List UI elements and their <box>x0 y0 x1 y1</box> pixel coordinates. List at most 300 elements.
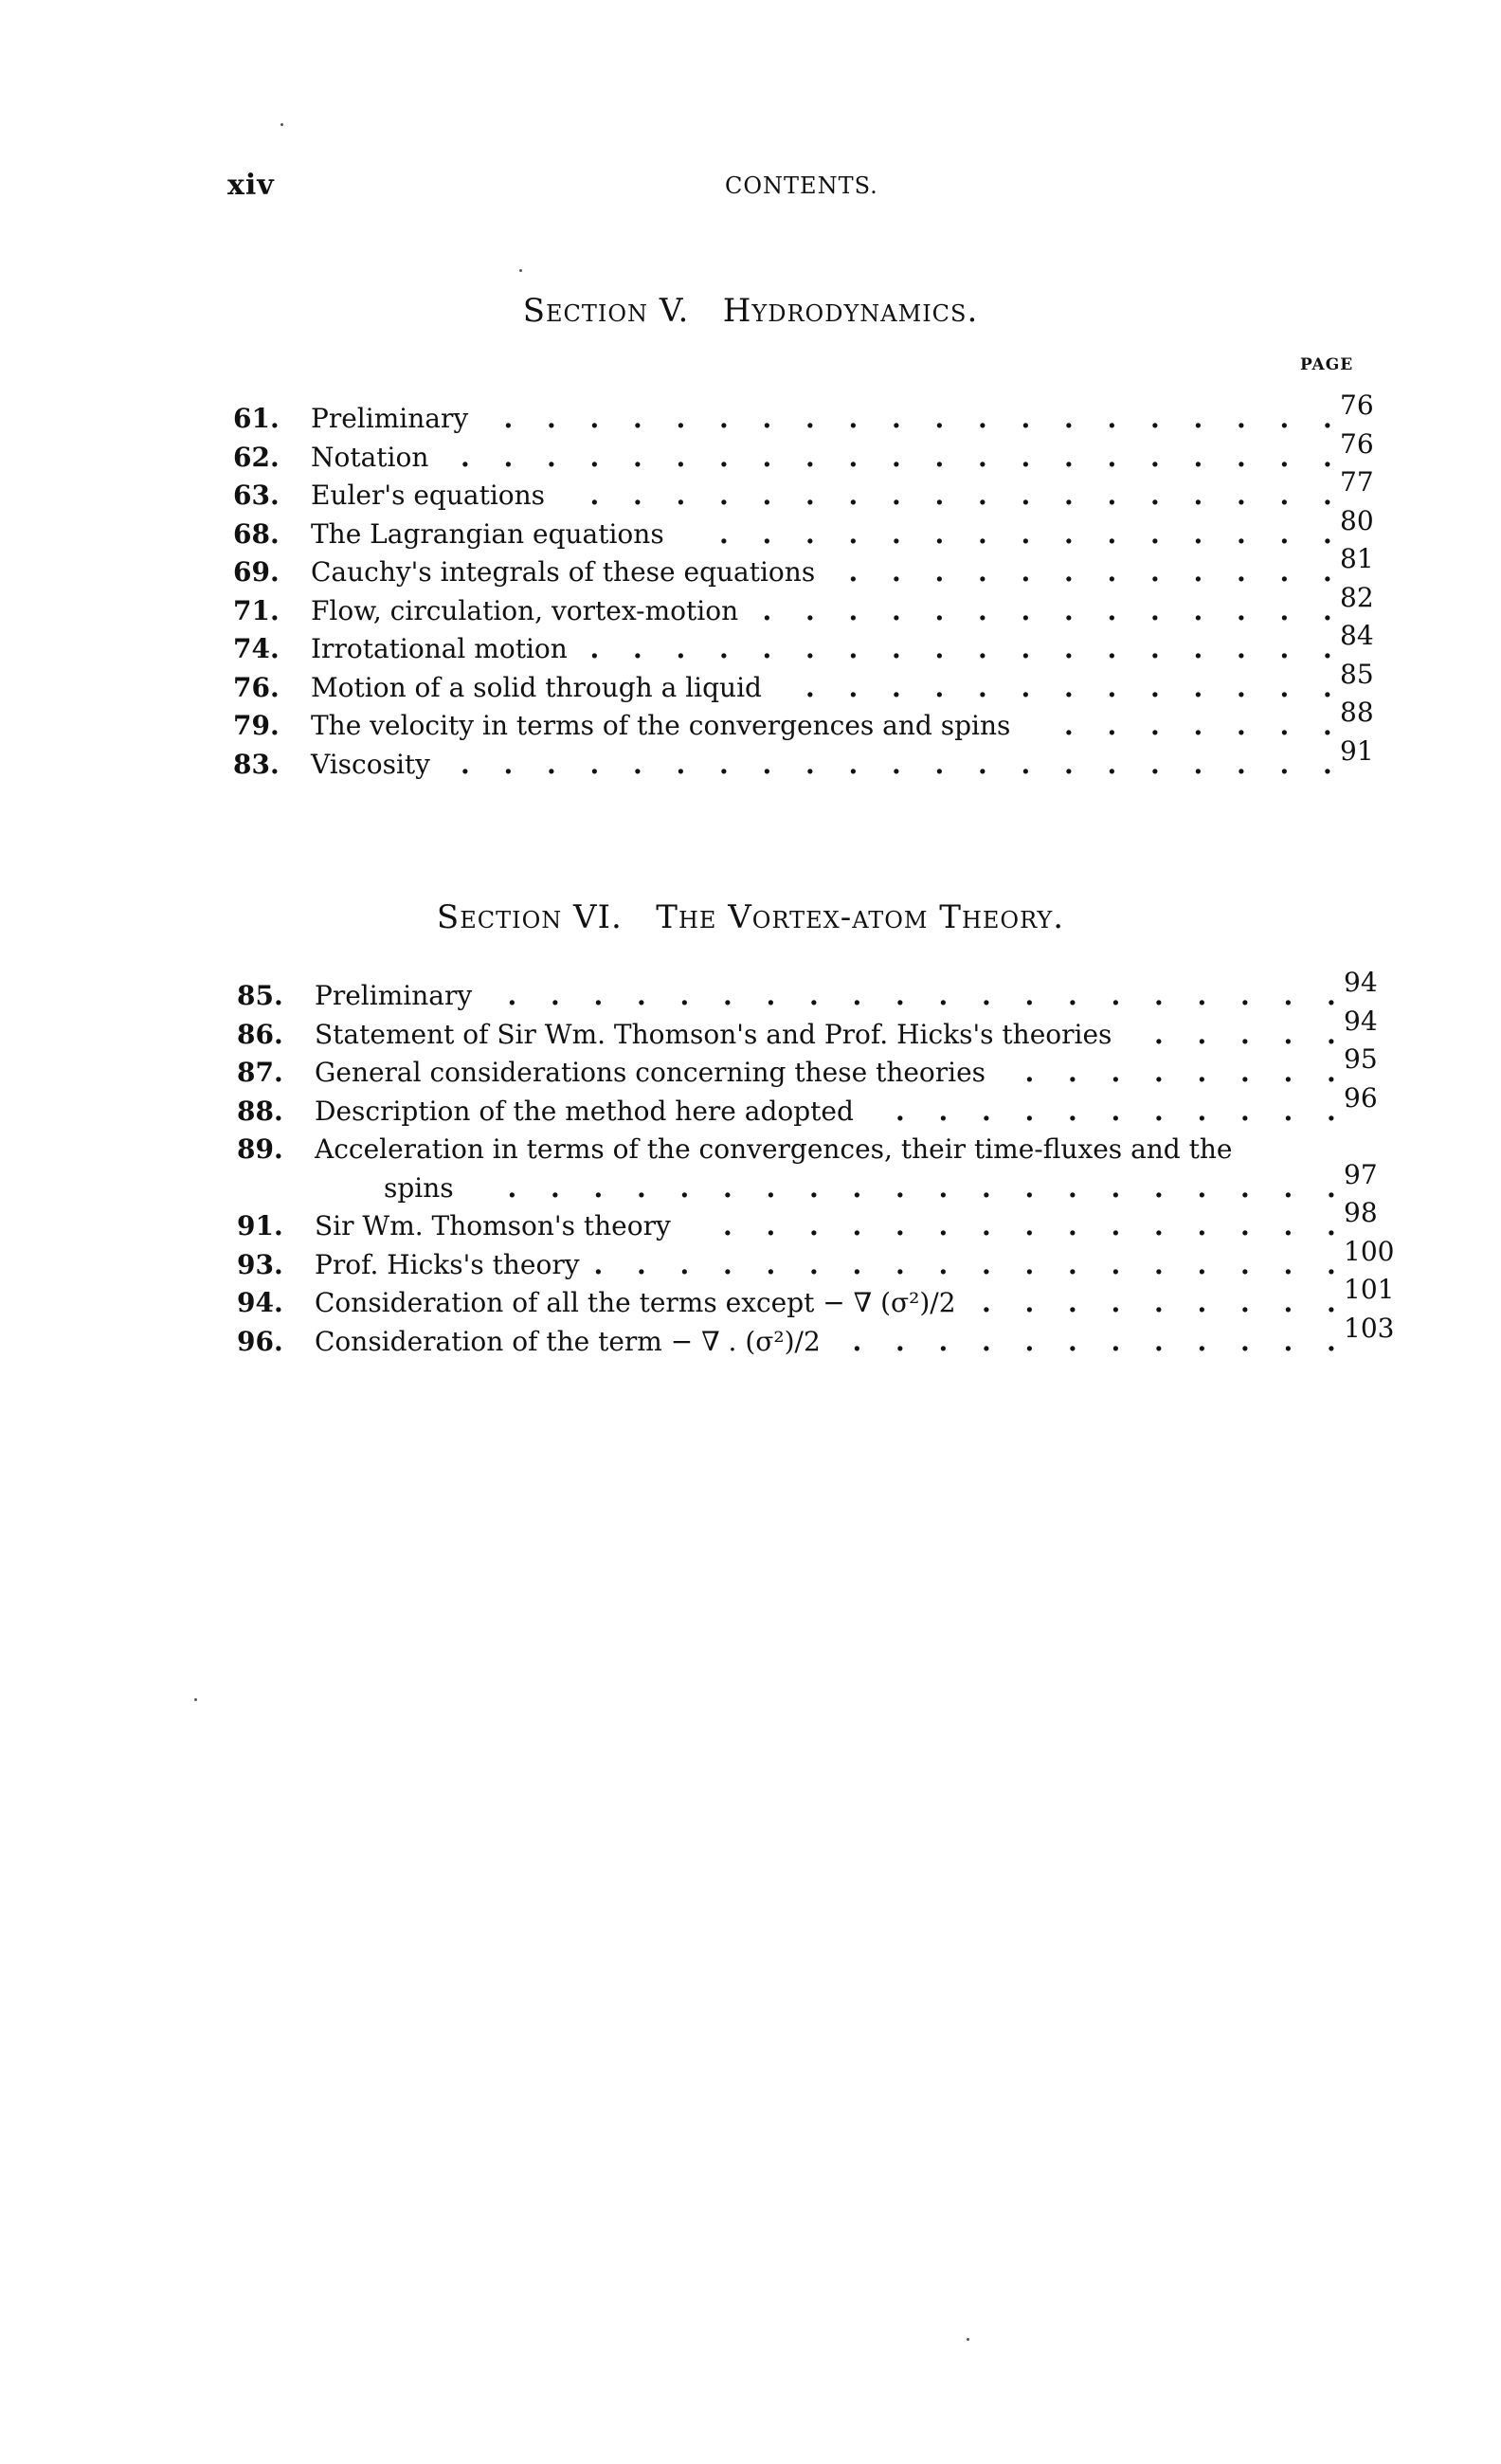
leader-dot: . <box>978 556 987 588</box>
leader-dot: . <box>852 980 862 1011</box>
leader-dot: . <box>1064 594 1074 626</box>
leader-dot: . <box>762 517 772 550</box>
leader-dot: . <box>1154 1287 1164 1318</box>
leader-dot: . <box>766 1248 776 1280</box>
leader-dot: . <box>1279 441 1290 473</box>
leader-dot: . <box>848 480 859 511</box>
leader-dot: . <box>1237 403 1246 434</box>
toc-entry <box>237 1131 1421 1169</box>
leader-dot: . <box>848 671 859 703</box>
leader-dot: . <box>848 517 859 550</box>
entry-number: 93. <box>237 1248 283 1280</box>
leader-dot: . <box>1327 1171 1336 1204</box>
entry-title: Description of the method here adopted <box>315 1095 854 1127</box>
leader-dot: . <box>1111 1325 1121 1357</box>
leader-dot: . <box>593 1171 604 1204</box>
leader-dot: . <box>1021 671 1031 703</box>
leader-dot: . <box>805 480 815 511</box>
leader-dot: . <box>633 441 642 473</box>
leader-dot: . <box>934 441 945 473</box>
leader-dot: . <box>1279 556 1290 588</box>
leader-dot: . <box>1150 480 1160 511</box>
toc-entry <box>233 543 1418 592</box>
leader-dot: . <box>633 403 642 434</box>
leader-dot: . <box>982 1248 991 1280</box>
entry-page-number: 85 <box>1340 658 1374 690</box>
leader-dot: . <box>892 403 901 434</box>
entry-number: 87. <box>237 1057 283 1088</box>
leader-dot: . <box>809 1210 819 1241</box>
leader-dot: . <box>805 748 815 780</box>
leader-dot: . <box>1068 980 1077 1011</box>
leader-dot: . <box>1197 1095 1207 1127</box>
leader-dot: . <box>892 594 901 626</box>
leader-dot: . <box>633 633 642 664</box>
leader-dot: . <box>978 594 987 626</box>
entry-title: The velocity in terms of the convergences and spins <box>311 710 1011 741</box>
leader-dot: . <box>805 633 815 664</box>
leader-dot: . <box>1068 1287 1077 1318</box>
entry-title: Consideration of the term − ∇ . (σ²)/2 <box>315 1325 821 1357</box>
leader-dot: . <box>1024 980 1035 1011</box>
leader-dot: . <box>852 1171 862 1204</box>
leader-dot: . <box>762 403 772 434</box>
leader-dot: . <box>676 748 686 780</box>
leader-dot: . <box>934 556 945 588</box>
leader-dot: . <box>461 441 470 473</box>
leader-dot: . <box>1068 1057 1077 1088</box>
leader-dot: . <box>762 480 772 511</box>
leader-dot: . <box>938 1248 949 1280</box>
leader-dot: . <box>1193 441 1203 473</box>
leader-dot: . <box>1197 1287 1207 1318</box>
leader-dot: . <box>938 980 949 1011</box>
leader-dot: . <box>934 633 945 664</box>
leader-dot: . <box>719 403 729 434</box>
entry-number: 94. <box>237 1287 283 1318</box>
toc-entry <box>237 1081 1421 1132</box>
leader-dot: . <box>1193 671 1203 703</box>
leader-dot: . <box>892 671 901 703</box>
section-name: Hydrodynamics. <box>722 292 979 330</box>
entry-page-number: 80 <box>1340 504 1374 536</box>
leader-dot: . <box>1193 594 1203 626</box>
leader-dot: . <box>1283 1057 1293 1088</box>
entry-page-number: 95 <box>1344 1043 1378 1075</box>
leader-dot: . <box>1154 1095 1164 1127</box>
leader-dot: . <box>1237 441 1246 473</box>
leader-dot: . <box>719 633 729 664</box>
leader-dot: . <box>1150 748 1160 780</box>
entry-title: Preliminary <box>315 980 473 1011</box>
leader-dot: . <box>1024 1325 1035 1357</box>
leader-dot: . <box>938 1325 949 1357</box>
leader-dot: . <box>982 1325 991 1357</box>
entry-title: Consideration of all the terms except − ∇ (σ²)/2 <box>315 1287 956 1318</box>
entry-number: 71. <box>233 594 280 626</box>
leader-dot: . <box>1237 748 1246 780</box>
leader-dot: . <box>766 980 776 1011</box>
leader-dot: . <box>1064 403 1074 434</box>
entry-page-number: 76 <box>1340 427 1374 460</box>
leader-dot: . <box>1068 1248 1077 1280</box>
leader-dot: . <box>679 980 690 1011</box>
leader-dot: . <box>1327 1018 1336 1050</box>
entry-number: 63. <box>233 480 280 511</box>
entry-number: 79. <box>233 710 280 741</box>
entry-page-number: 81 <box>1340 543 1374 574</box>
leader-dot: . <box>934 594 945 626</box>
entry-page-number: 100 <box>1344 1235 1395 1267</box>
toc-entry <box>233 620 1418 669</box>
leader-dot: . <box>982 1095 991 1127</box>
toc-entry <box>233 581 1418 631</box>
leader-dot: . <box>1240 1287 1250 1318</box>
leader-dot: . <box>551 980 560 1011</box>
leader-dot: . <box>978 403 987 434</box>
leader-dot: . <box>1237 633 1246 664</box>
leader-dot: . <box>1107 594 1117 626</box>
leader-dot: . <box>1279 517 1290 550</box>
leader-dot: . <box>809 1171 819 1204</box>
leader-dot: . <box>1107 441 1117 473</box>
leader-dot: . <box>934 517 945 550</box>
leader-dot: . <box>1279 710 1290 741</box>
page-column-label: PAGE <box>1300 355 1354 374</box>
leader-dot: . <box>1024 1171 1035 1204</box>
leader-dot: . <box>1323 671 1332 703</box>
leader-dot: . <box>978 671 987 703</box>
paper-speck <box>194 1698 197 1701</box>
entry-page-number: 82 <box>1340 581 1374 613</box>
leader-dot: . <box>551 1171 560 1204</box>
leader-dot: . <box>1064 671 1074 703</box>
leader-dot: . <box>809 1248 819 1280</box>
leader-dot: . <box>1021 633 1031 664</box>
leader-dot: . <box>1107 403 1117 434</box>
leader-dot: . <box>848 441 859 473</box>
leader-dot: . <box>934 748 945 780</box>
leader-dot: . <box>1193 748 1203 780</box>
leader-dot: . <box>589 748 600 780</box>
leader-dot: . <box>1024 1248 1035 1280</box>
leader-dot: . <box>1154 1018 1164 1050</box>
leader-dot: . <box>1237 594 1246 626</box>
running-title: CONTENTS. <box>725 172 878 199</box>
leader-dot: . <box>547 403 556 434</box>
leader-dot: . <box>1279 748 1290 780</box>
leader-dot: . <box>1327 1248 1336 1280</box>
leader-dot: . <box>719 748 729 780</box>
leader-dot: . <box>1150 441 1160 473</box>
leader-dot: . <box>1021 480 1031 511</box>
leader-dot: . <box>1323 480 1332 511</box>
leader-dot: . <box>1279 594 1290 626</box>
leader-dot: . <box>1237 480 1246 511</box>
leader-dot: . <box>1111 1095 1121 1127</box>
leader-dot: . <box>978 748 987 780</box>
leader-dot: . <box>1021 594 1031 626</box>
leader-dot: . <box>1150 671 1160 703</box>
leader-dot: . <box>1154 1057 1164 1088</box>
leader-dot: . <box>892 748 901 780</box>
leader-dot: . <box>503 403 514 434</box>
entry-page-number: 88 <box>1340 697 1374 728</box>
leader-dot: . <box>637 980 646 1011</box>
toc-entry <box>233 427 1418 478</box>
leader-dot: . <box>1150 710 1160 741</box>
leader-dot: . <box>1150 633 1160 664</box>
leader-dot: . <box>766 1171 776 1204</box>
leader-dot: . <box>1240 1057 1250 1088</box>
leader-dot: . <box>1154 1248 1164 1280</box>
leader-dot: . <box>1068 1325 1077 1357</box>
leader-dot: . <box>938 1171 949 1204</box>
entry-title-continuation: spins <box>384 1171 454 1204</box>
leader-dot: . <box>593 980 604 1011</box>
leader-dot: . <box>805 441 815 473</box>
entry-number: 69. <box>233 556 280 588</box>
entry-title: Irrotational motion <box>311 633 568 664</box>
leader-dot: . <box>1323 594 1332 626</box>
leader-dot: . <box>1283 1325 1293 1357</box>
leader-dot: . <box>938 1210 949 1241</box>
leader-dot: . <box>1021 556 1031 588</box>
leader-dot: . <box>1283 1018 1293 1050</box>
leader-dot: . <box>1240 1325 1250 1357</box>
leader-dot: . <box>1323 710 1332 741</box>
leader-dot: . <box>1024 1095 1035 1127</box>
leader-dot: . <box>1323 748 1332 780</box>
entry-number: 61. <box>233 403 280 434</box>
leader-dot: . <box>892 633 901 664</box>
leader-dot: . <box>1197 1018 1207 1050</box>
leader-dot: . <box>1021 403 1031 434</box>
leader-dot: . <box>1237 517 1246 550</box>
leader-dot: . <box>1327 1095 1336 1127</box>
leader-dot: . <box>1150 556 1160 588</box>
entry-number: 86. <box>237 1018 283 1050</box>
toc-entry <box>233 504 1418 554</box>
section-name: The Vortex-atom Theory. <box>656 898 1065 936</box>
leader-dot: . <box>934 671 945 703</box>
leader-dot: . <box>1024 1287 1035 1318</box>
leader-dot: . <box>982 1287 991 1318</box>
leader-dot: . <box>1111 1171 1121 1204</box>
running-head <box>227 169 885 207</box>
leader-dot: . <box>762 633 772 664</box>
leader-dot: . <box>1283 1171 1293 1204</box>
leader-dot: . <box>1107 710 1117 741</box>
toc-entry <box>233 466 1418 516</box>
leader-dot: . <box>461 748 470 780</box>
entry-title: Acceleration in terms of the convergences, their time-fluxes and the <box>315 1133 1233 1165</box>
entry-number: 96. <box>237 1325 283 1357</box>
entry-page-number: 94 <box>1344 967 1378 998</box>
toc-entry <box>233 658 1418 708</box>
leader-dot: . <box>1111 980 1121 1011</box>
leader-dot: . <box>723 1210 732 1241</box>
leader-dot: . <box>1107 633 1117 664</box>
section-number: Section V. <box>522 292 690 330</box>
entry-number: 83. <box>233 748 280 780</box>
entry-title: Sir Wm. Thomson's theory <box>315 1210 671 1241</box>
leader-dot: . <box>547 441 556 473</box>
leader-dot: . <box>1021 748 1031 780</box>
leader-dot: . <box>1150 403 1160 434</box>
leader-dot: . <box>1111 1248 1121 1280</box>
leader-dot: . <box>589 480 600 511</box>
leader-dot: . <box>1279 671 1290 703</box>
entry-number: 91. <box>237 1210 283 1241</box>
leader-dot: . <box>982 980 991 1011</box>
leader-dot: . <box>1197 1248 1207 1280</box>
leader-dot: . <box>1064 556 1074 588</box>
entry-title: Notation <box>311 441 429 473</box>
leader-dot: . <box>1111 1210 1121 1241</box>
leader-dot: . <box>1327 1210 1336 1241</box>
leader-dot: . <box>676 633 686 664</box>
leader-dot: . <box>1064 633 1074 664</box>
leader-dot: . <box>938 1095 949 1127</box>
leader-dot: . <box>852 1325 862 1357</box>
leader-dot: . <box>895 1171 905 1204</box>
leader-dot: . <box>1064 748 1074 780</box>
leader-dot: . <box>852 1248 862 1280</box>
leader-dot: . <box>1193 633 1203 664</box>
toc-entry <box>237 1043 1421 1093</box>
entry-title: General considerations concerning these theories <box>315 1057 986 1088</box>
leader-dot: . <box>1107 748 1117 780</box>
leader-dot: . <box>762 748 772 780</box>
entry-number: 74. <box>233 633 280 664</box>
leader-dot: . <box>1068 1095 1077 1127</box>
entry-page-number: 77 <box>1340 466 1374 498</box>
leader-dot: . <box>809 980 819 1011</box>
leader-dot: . <box>805 403 815 434</box>
leader-dot: . <box>1107 517 1117 550</box>
leader-dot: . <box>507 980 517 1011</box>
section-title <box>0 292 1501 330</box>
leader-dot: . <box>848 556 859 588</box>
leader-dot: . <box>892 517 901 550</box>
leader-dot: . <box>547 748 556 780</box>
leader-dot: . <box>1068 1210 1077 1241</box>
entry-number: 89. <box>237 1133 283 1165</box>
leader-dot: . <box>1197 1325 1207 1357</box>
leader-dot: . <box>719 441 729 473</box>
leader-dot: . <box>1283 1248 1293 1280</box>
leader-dot: . <box>1197 1057 1207 1088</box>
leader-dot: . <box>805 517 815 550</box>
paper-speck <box>519 269 522 272</box>
entry-page-number: 91 <box>1340 734 1374 767</box>
leader-dot: . <box>934 403 945 434</box>
leader-dot: . <box>503 441 514 473</box>
entry-number: 76. <box>233 671 280 703</box>
entry-page-number: 96 <box>1344 1081 1378 1114</box>
leader-dot: . <box>719 480 729 511</box>
toc-entry <box>237 1005 1421 1055</box>
toc-entry <box>237 1235 1421 1285</box>
entry-title: Preliminary <box>311 403 469 434</box>
entry-title: Motion of a solid through a liquid <box>311 671 762 703</box>
leader-dot: . <box>1107 671 1117 703</box>
leader-dot: . <box>1237 710 1246 741</box>
leader-dot: . <box>1021 517 1031 550</box>
paper-speck <box>280 123 283 126</box>
leader-dot: . <box>848 403 859 434</box>
leader-dot: . <box>1193 480 1203 511</box>
toc-entry <box>233 734 1418 785</box>
leader-dot: . <box>589 441 600 473</box>
toc-section-6 <box>237 967 1421 1361</box>
leader-dot: . <box>1154 1171 1164 1204</box>
leader-dot: . <box>978 517 987 550</box>
leader-dot: . <box>1193 710 1203 741</box>
entry-page-number: 84 <box>1340 620 1374 651</box>
leader-dot: . <box>1283 1095 1293 1127</box>
entry-page-number: 103 <box>1344 1312 1395 1344</box>
toc-entry <box>233 697 1418 746</box>
section-number: Section VI. <box>436 898 623 936</box>
leader-dot: . <box>1323 403 1332 434</box>
leader-dot: . <box>1068 1171 1077 1204</box>
section-title <box>0 898 1501 936</box>
leader-dot: . <box>1279 403 1290 434</box>
leader-dot: . <box>895 1325 905 1357</box>
leader-dot: . <box>1064 441 1074 473</box>
entry-page-number: 98 <box>1344 1197 1378 1228</box>
leader-dot: . <box>1323 633 1332 664</box>
leader-dot: . <box>892 441 901 473</box>
leader-dot: . <box>1323 556 1332 588</box>
leader-dot: . <box>723 980 732 1011</box>
leader-dot: . <box>1240 980 1250 1011</box>
leader-dot: . <box>1197 1171 1207 1204</box>
leader-dot: . <box>1154 1210 1164 1241</box>
leader-dot: . <box>589 403 600 434</box>
leader-dot: . <box>1154 980 1164 1011</box>
leader-dot: . <box>1323 441 1332 473</box>
leader-dot: . <box>848 594 859 626</box>
toc-entry <box>237 1274 1421 1323</box>
leader-dot: . <box>1279 480 1290 511</box>
leader-dot: . <box>892 480 901 511</box>
leader-dot: . <box>1193 517 1203 550</box>
leader-dot: . <box>1283 1287 1293 1318</box>
leader-dot: . <box>1021 441 1031 473</box>
leader-dot: . <box>1024 1210 1035 1241</box>
leader-dot: . <box>1327 1287 1336 1318</box>
entry-title: Cauchy's integrals of these equations <box>311 556 816 588</box>
leader-dot: . <box>1237 556 1246 588</box>
leader-dot: . <box>679 1171 690 1204</box>
leader-dot: . <box>1024 1057 1035 1088</box>
leader-dot: . <box>1240 1248 1250 1280</box>
leader-dot: . <box>762 594 772 626</box>
leader-dot: . <box>1150 594 1160 626</box>
leader-dot: . <box>1193 556 1203 588</box>
entry-number: 85. <box>237 980 283 1011</box>
entry-page-number: 94 <box>1344 1005 1378 1037</box>
entry-page-number: 76 <box>1340 390 1374 421</box>
leader-dot: . <box>978 633 987 664</box>
leader-dot: . <box>637 1248 646 1280</box>
leader-dot: . <box>762 441 772 473</box>
leader-dot: . <box>503 748 514 780</box>
leader-dot: . <box>978 480 987 511</box>
